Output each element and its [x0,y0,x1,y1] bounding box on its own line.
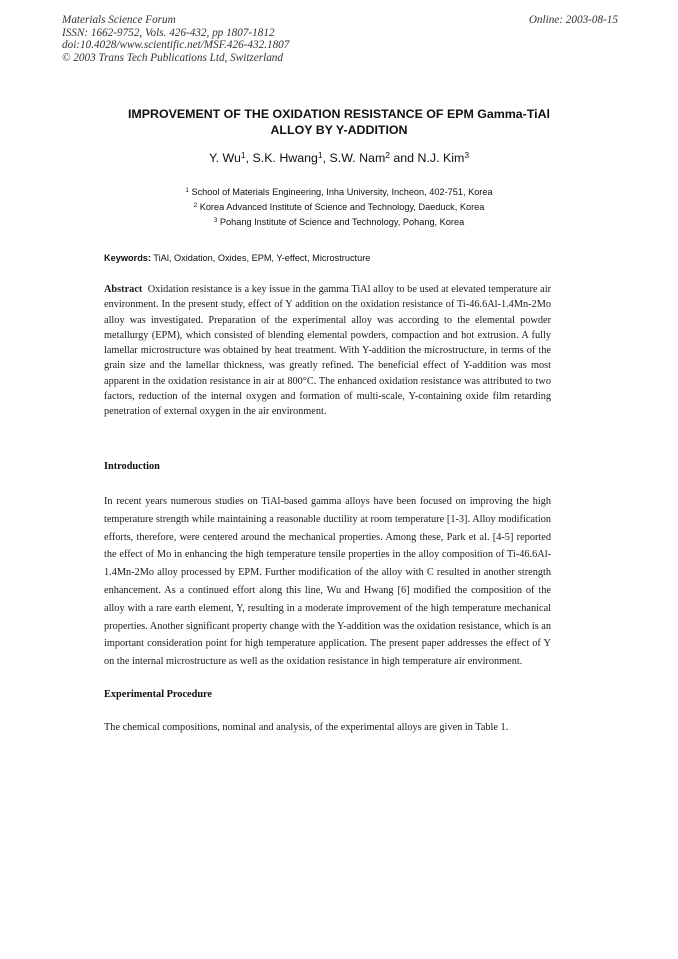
copyright-line: © 2003 Trans Tech Publications Ltd, Switzerland [62,51,283,64]
author-list [80,151,598,165]
author-affiliation-mark: 1 [240,149,246,160]
author-separator: , [245,151,253,165]
author-name: N.J. Kim [417,151,465,165]
doi-line[interactable]: doi:10.4028/www.scientific.net/MSF.426-432.1807 [62,39,290,52]
affiliation-text: Korea Advanced Institute of Science and Technology, Daeduck, Korea [199,202,485,213]
abstract-label: Abstract [104,284,143,295]
affiliation-mark: 1 [185,186,189,194]
author-separator: , [322,151,330,165]
author-separator: and [389,151,418,165]
journal-header [62,14,618,64]
author-name: Y. Wu [208,151,241,165]
paper-title [96,106,582,138]
affiliation-text: Pohang Institute of Science and Technology, Pohang, Korea [219,217,465,228]
author-name: S.K. Hwang [252,151,318,165]
keywords-text: TiAl, Oxidation, Oxides, EPM, Y-effect, Microstructure [153,253,371,263]
introduction-heading: Introduction [104,461,160,472]
online-date: Online: 2003-08-15 [528,14,618,26]
keywords [104,253,574,263]
author-affiliation-mark: 2 [385,149,390,160]
affiliation-mark: 2 [193,202,198,210]
affiliation [80,200,598,215]
introduction-text: In recent years numerous studies on TiAl-based gamma alloys have been focused on improving the high temperature strength while maintaining a reasonable ductility at room temperature [1-3]. Alloy modification efforts, therefore, were centered around the mechanical properties. Among these, Park et al. [4-5] reported the effect of Mo in enhancing the high temperature tensile properties in the alloy composition of Ti-46.6Al-1.4Mn-2Mo alloy processed by EPM. Further modification of the alloy with C resulted in another strength enhancement. As a continued effort along this line, Wu and Hwang [6] modified the composition of the alloy with a rare earth element, Y, resulting in a moderate improvement of the high temperature mechanical properties. Another significant property change with the Y-addition was the oxidation resistance, which is an important consideration point for high temperature application. The present paper addresses the effect of Y on the internal microstructure as well as the oxidation resistance in high temperature air environment. [104,496,551,668]
abstract [104,282,551,420]
issn-line: ISSN: 1662-9752, Vols. 426-432, pp 1807-1812 [62,26,275,39]
abstract-text: Oxidation resistance is a key issue in the gamma TiAl alloy to be used at elevated temperature air environment. In the present study, effect of Y addition on the oxidation resistance of Ti-46.6Al-1.4Mn-2Mo alloy was investigated. Preparation of the experimental alloy was according to the elemental powder metallurgy (EPM), which consisted of blending elemental powders, compaction and hot extrusion. A fully lamellar microstructure was obtained by heat treatment. With Y-addition the microstructure, in terms of the grain size and the lamellar thickness, was greatly refined. The beneficial effect of Y-addition was most apparent in the oxidation resistance in air at 800°C. The enhanced oxidation resistance was attributed to two factors, reduction of the internal oxygen and formation of multi-scale, Y-containing oxide film retarding penetration of external oxygen in the air environment. [104,284,551,418]
keywords-label: Keywords: [104,253,151,263]
affiliation [80,215,598,230]
author-affiliation-mark: 3 [464,149,470,160]
title-line-1: IMPROVEMENT OF THE OXIDATION RESISTANCE OF EPM Gamma-TiAl [127,107,550,121]
author-affiliation-mark: 1 [317,149,323,160]
experimental-heading: Experimental Procedure [104,689,213,700]
title-line-2: ALLOY BY Y-ADDITION [270,123,408,137]
author-name: S.W. Nam [329,151,386,165]
experimental-text: The chemical compositions, nominal and analysis, of the experimental alloys are given in Table 1. [104,722,509,733]
affiliation-mark: 3 [213,217,218,225]
affiliation-list [80,185,598,231]
affiliation [80,185,598,200]
journal-name: Materials Science Forum [62,14,176,26]
affiliation-text: School of Materials Engineering, Inha University, Incheon, 402-751, Korea [191,187,493,197]
